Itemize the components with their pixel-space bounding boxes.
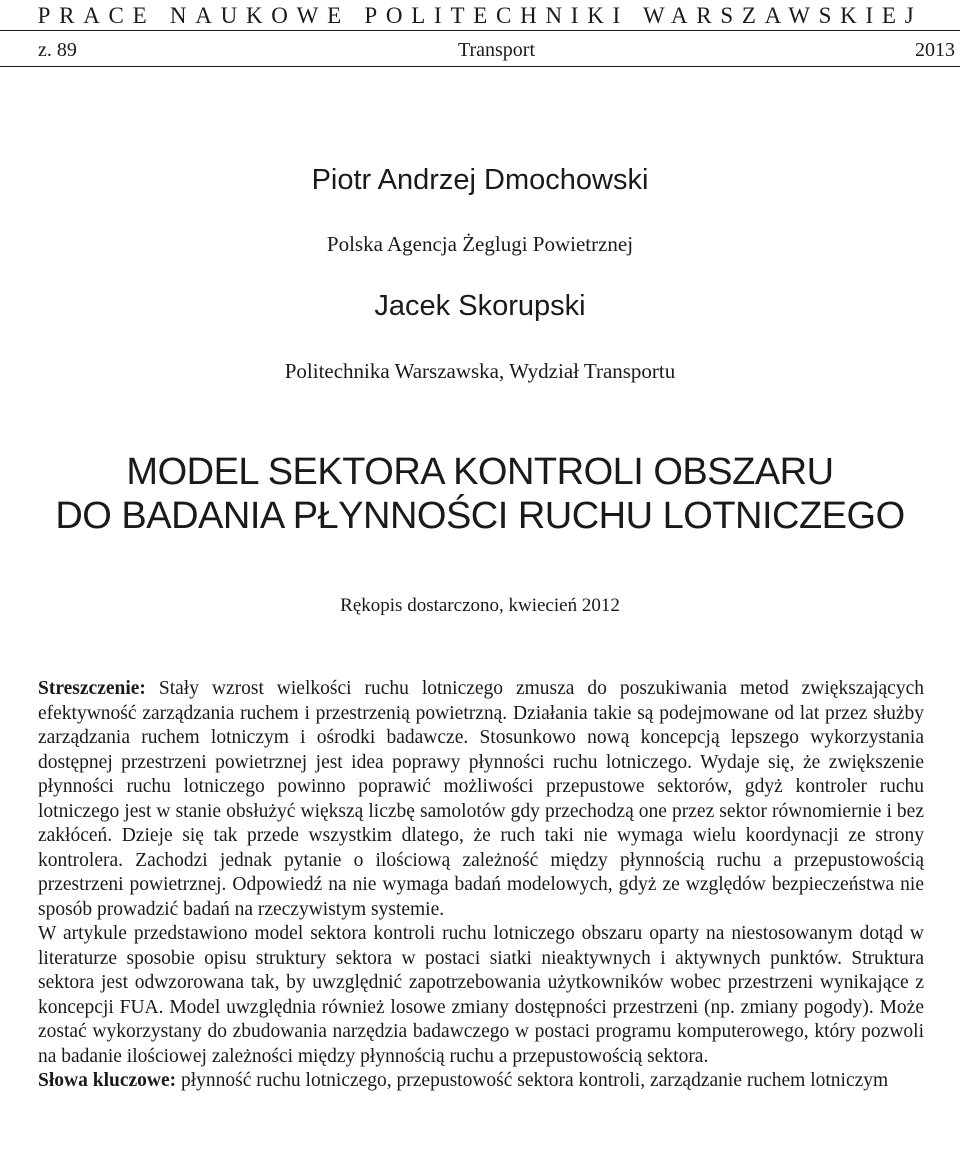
header-rule-top — [0, 30, 960, 31]
issue-number: z. 89 — [38, 39, 77, 61]
abstract — [38, 677, 924, 1094]
series-name: Transport — [457, 39, 536, 61]
journal-name: PRACE NAUKOWE POLITECHNIKI WARSZAWSKIEJ — [37, 3, 923, 28]
author-affiliation-2: Politechnika Warszawska, Wydział Transportu — [284, 359, 676, 383]
received-date: Rękopis dostarczono, kwiecień 2012 — [340, 595, 620, 616]
title-line-1: MODEL SEKTORA KONTROLI OBSZARU — [126, 451, 834, 493]
abstract-text-2: W artykule przedstawiono model sektora kontroli ruchu lotniczego obszaru oparty na niestosowanym dotąd w literaturze sposobie opisu struktury sektora w postaci siatki nieaktywnych i aktywnych punktów. Struktura sektora jest odwzorowana tak, by uwzględnić zapotrzebowania użytkowników wobec przestrzeni wynikające z koncepcji FUA. Model uwzględnia również losowe zmiany dostępności przestrzeni (np. zmiany pogody). Może zostać wykorzystany do zbudowania narzędzia badawczego w postaci programu komputerowego, który pozwoli na badanie ilościowej zależności między płynnością ruchu a przepustowością sektora. — [38, 923, 924, 1067]
title-line-2: DO BADANIA PŁYNNOŚCI RUCHU LOTNICZEGO — [55, 495, 905, 537]
author-name-1: Piotr Andrzej Dmochowski — [311, 164, 649, 196]
header-row — [38, 36, 955, 64]
keywords-label: Słowa kluczowe: — [38, 1070, 177, 1091]
author-name-2: Jacek Skorupski — [374, 290, 586, 322]
abstract-text-1: Stały wzrost wielkości ruchu lotniczego zmusza do poszukiwania metod zwiększających efektywność zarządzania ruchem i przestrzenią powietrzną. Działania takie są podejmowane od lat przez służby zarządzania ruchem lotniczym i ośrodki badawcze. Stosunkowo nową koncepcją lepszego wykorzystania dostępnej przestrzeni powietrznej jest idea poprawy płynności ruchu lotniczego. Wydaje się, że zwiększenie płynności ruchu lotniczego powinno poprawić możliwości przepustowe sektorów, gdyż kontroler ruchu lotniczego jest w stanie obsłużyć większą liczbę samolotów gdy przechodzą one przez sektor równomiernie i bez zakłóceń. Dzieje się tak przede wszystkim dlatego, że ruch taki nie wymaga wielu koordynacji ze strony kontrolera. Zachodzi jednak pytanie o ilościową zależność między płynnością ruchu a przepustowością przestrzeni powietrznej. Odpowiedź na nie wymaga badań modelowych, gdyż ze względów bezpieczeństwa nie sposób prowadzić badań na rzeczywistym systemie. — [38, 678, 924, 920]
author-affiliation-1: Polska Agencja Żeglugi Powietrznej — [326, 232, 634, 256]
abstract-label: Streszczenie: — [38, 678, 146, 699]
header-rule-bottom — [0, 66, 960, 67]
keywords-text: płynność ruchu lotniczego, przepustowość sektora kontroli, zarządzanie ruchem lotniczym — [181, 1070, 889, 1091]
abstract-paragraph-1 — [38, 677, 924, 922]
abstract-paragraph-2 — [38, 922, 924, 1069]
keywords — [38, 1069, 924, 1094]
paper-title — [0, 450, 960, 538]
publication-year: 2013 — [915, 39, 955, 61]
